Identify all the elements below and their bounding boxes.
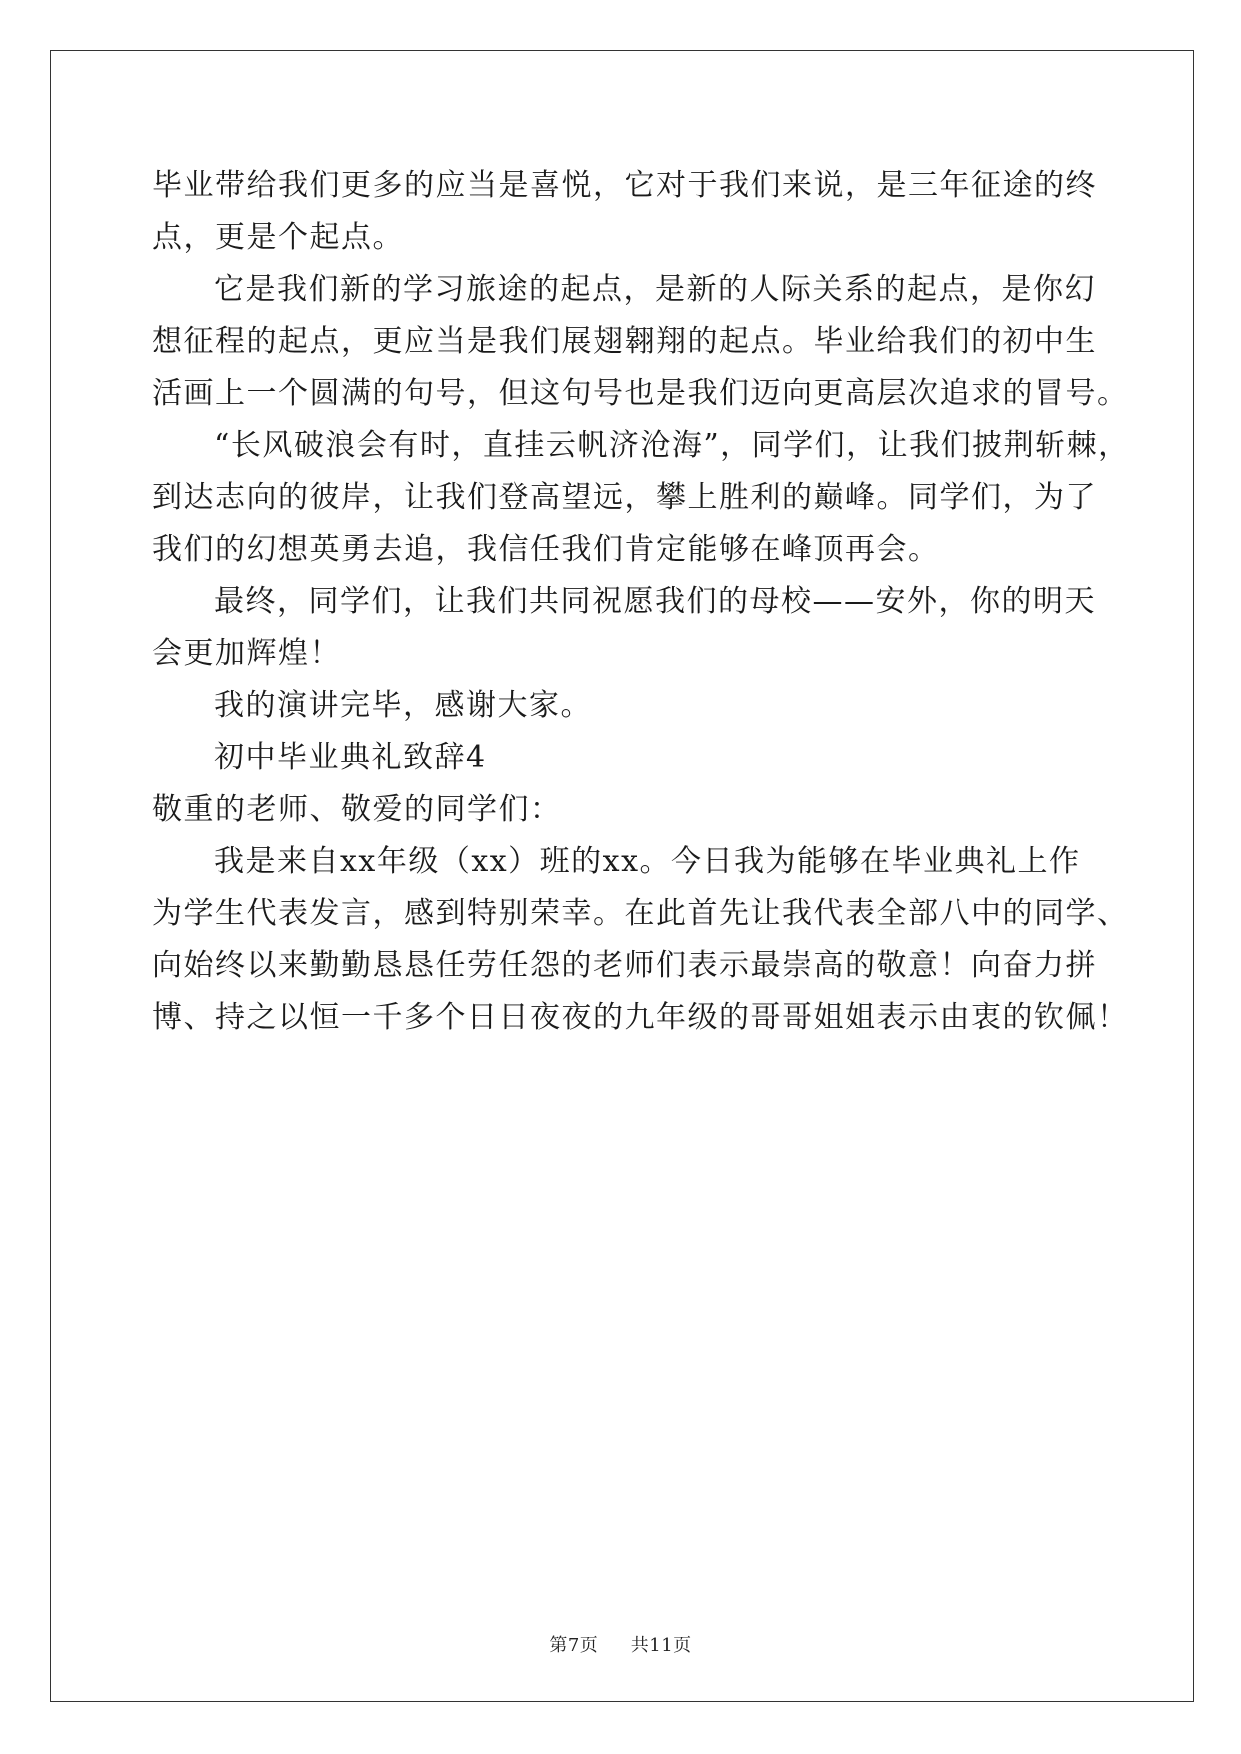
text-line: 活画上一个圆满的句号，但这句号也是我们迈向更高层次追求的冒号。 [152,376,1129,411]
page-number: 第7页 [549,1635,599,1656]
salutation: 敬重的老师、敬爱的同学们： [152,792,562,827]
text-line: 向始终以来勤勤恳恳任劳任怨的老师们表示最崇高的敬意！向奋力拼 [152,948,1097,983]
text-line: 到达志向的彼岸，让我们登高望远，攀上胜利的巅峰。同学们，为了 [152,480,1097,515]
text-line: 会更加辉煌！ [152,636,341,671]
text-line: 最终，同学们，让我们共同祝愿我们的母校——安外，你的明天 [214,584,1096,619]
text-line: 为学生代表发言，感到特别荣幸。在此首先让我代表全部八中的同学、 [152,896,1129,931]
section-heading: 初中毕业典礼致辞4 [214,740,487,775]
text-line: 我是来自xx年级（xx）班的xx。今日我为能够在毕业典礼上作 [214,844,1081,879]
page-footer [0,1634,1241,1658]
text-line: 博、持之以恒一千多个日日夜夜的九年级的哥哥姐姐表示由衷的钦佩！ [152,1000,1129,1035]
document-body [152,166,1130,1050]
text-line: 我的演讲完毕，感谢大家。 [214,688,592,723]
text-line: 它是我们新的学习旅途的起点，是新的人际关系的起点，是你幻 [214,272,1096,307]
text-line: 想征程的起点，更应当是我们展翅翱翔的起点。毕业给我们的初中生 [152,324,1097,359]
page-total: 共11页 [630,1635,692,1656]
text-line: 毕业带给我们更多的应当是喜悦，它对于我们来说，是三年征途的终 [152,168,1097,203]
text-line: “长风破浪会有时，直挂云帆济沧海”，同学们，让我们披荆斩棘， [214,428,1130,463]
text-line: 点，更是个起点。 [152,220,404,255]
text-line: 我们的幻想英勇去追，我信任我们肯定能够在峰顶再会。 [152,532,940,567]
